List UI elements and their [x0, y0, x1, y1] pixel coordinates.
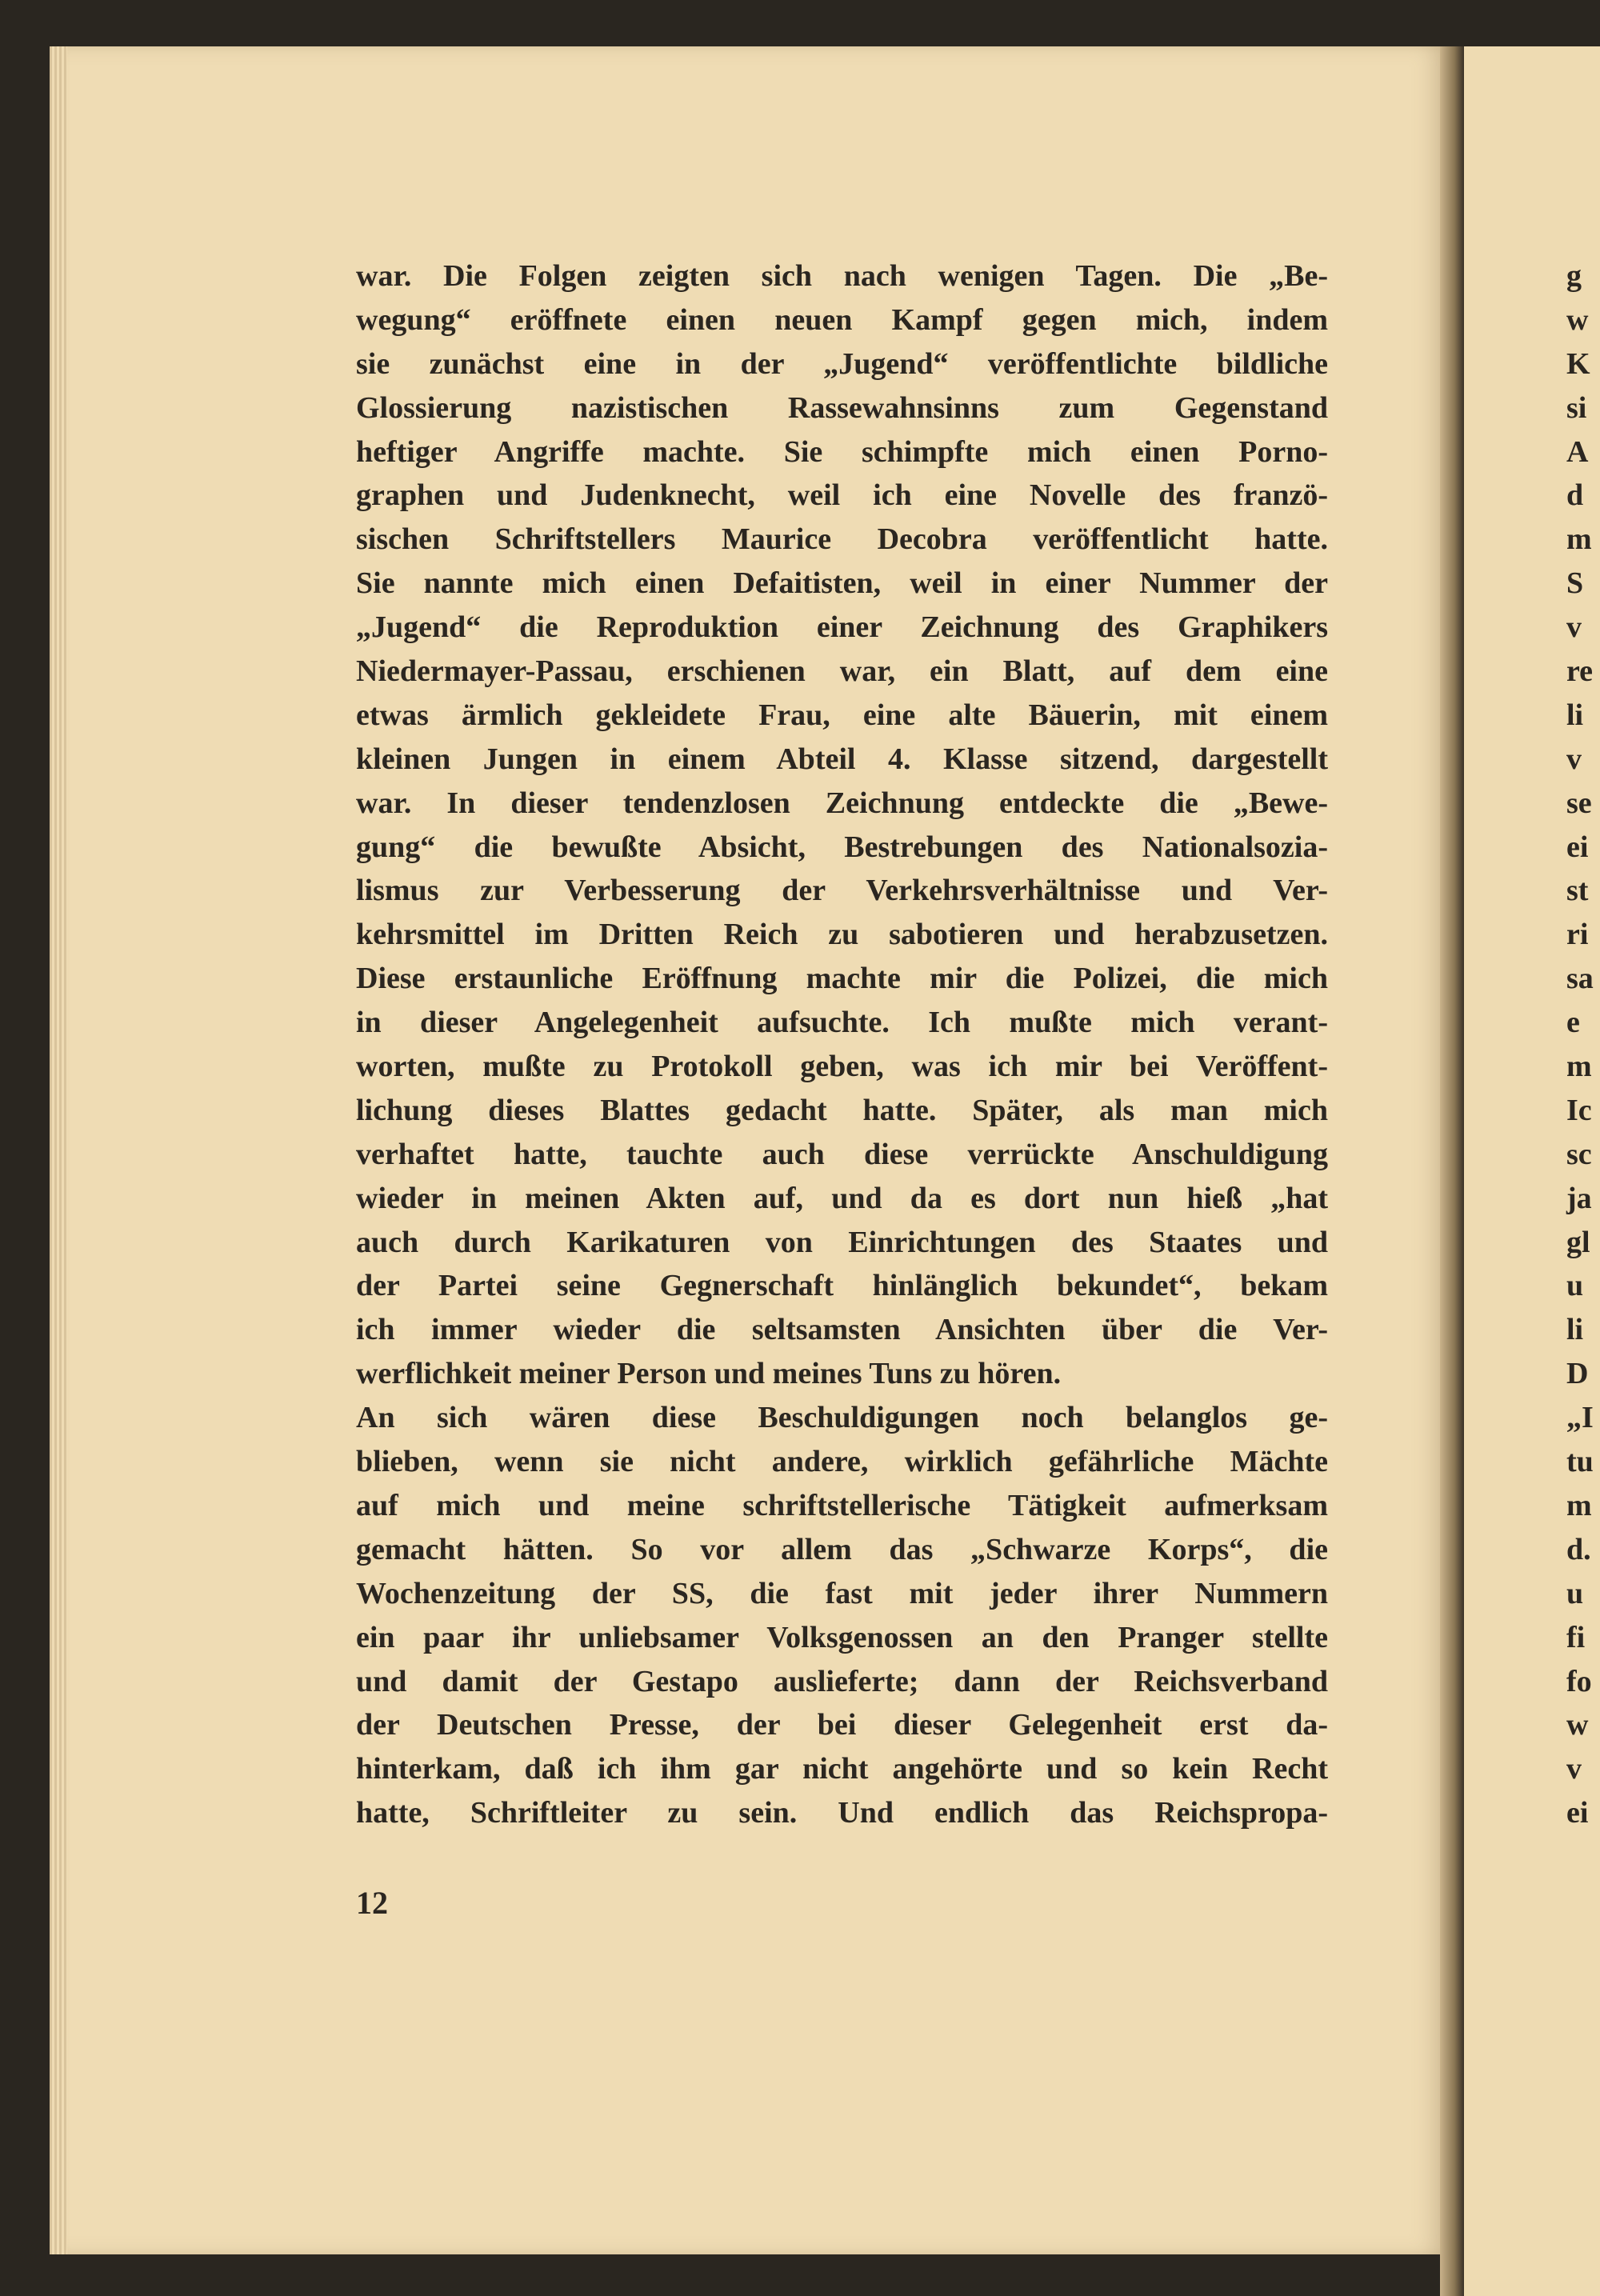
right-page-fragment: A	[1566, 434, 1589, 469]
right-page-fragment: m	[1566, 1050, 1592, 1084]
text-line: An sich wären diese Beschuldigungen noch belanglos ge-	[356, 1401, 1328, 1435]
right-page-fragment: d.	[1566, 1532, 1591, 1566]
text-line: verhaftet hatte, tauchte auch diese verrückte Anschuldigung	[356, 1137, 1328, 1171]
text-line: graphen und Judenknecht, weil ich eine Novelle des franzö-	[356, 478, 1328, 513]
right-page-fragment: ja	[1566, 1181, 1592, 1215]
right-page-text-fragments	[1566, 254, 1594, 1835]
text-line: in dieser Angelegenheit aufsuchte. Ich mußte mich verant-	[356, 1006, 1328, 1040]
text-line: kleinen Jungen in einem Abteil 4. Klasse sitzend, dargestellt	[356, 742, 1328, 776]
text-line: lichung dieses Blattes gedacht hatte. Später, als man mich	[356, 1093, 1328, 1127]
right-page-fragment: re	[1566, 654, 1594, 689]
text-line: Niedermayer-Passau, erschienen war, ein Blatt, auf dem eine	[356, 654, 1328, 689]
right-page-fragment: st	[1566, 874, 1589, 908]
right-page-fragment: u	[1566, 1269, 1584, 1303]
body-text	[356, 254, 1328, 1835]
text-line: hatte, Schriftleiter zu sein. Und endlich das Reichspropa-	[356, 1796, 1328, 1830]
right-page-fragment: ei	[1566, 830, 1589, 864]
right-page-fragment: fi	[1566, 1620, 1586, 1654]
text-line: ein paar ihr unliebsamer Volksgenossen an den Pranger stellte	[356, 1620, 1328, 1654]
right-page-fragment: sc	[1566, 1137, 1592, 1171]
text-line: wieder in meinen Akten auf, und da es dort nun hieß „hat	[356, 1181, 1328, 1215]
right-page-fragment: v	[1566, 610, 1582, 645]
text-line: der Partei seine Gegnerschaft hinlänglich bekundet“, bekam	[356, 1269, 1328, 1303]
text-line: Sie nannte mich einen Defaitisten, weil in einer Nummer der	[356, 566, 1328, 601]
text-line: werflichkeit meiner Person und meines Tuns zu hören.	[356, 1357, 1062, 1391]
text-line: lismus zur Verbesserung der Verkehrsverhältnisse und Ver-	[356, 874, 1328, 908]
right-page-fragment: g	[1566, 259, 1582, 293]
text-line: der Deutschen Presse, der bei dieser Gelegenheit erst da-	[356, 1708, 1328, 1742]
text-line: auch durch Karikaturen von Einrichtungen des Staates und	[356, 1225, 1328, 1259]
text-line: „Jugend“ die Reproduktion einer Zeichnung des Graphikers	[356, 610, 1328, 645]
text-line: war. In dieser tendenzlosen Zeichnung entdeckte die „Bewe-	[356, 786, 1328, 820]
right-page-fragment: li	[1566, 1313, 1584, 1347]
text-line: blieben, wenn sie nicht andere, wirklich gefährliche Mächte	[356, 1445, 1328, 1479]
right-page-fragment: v	[1566, 1752, 1582, 1786]
right-page-fragment: K	[1566, 346, 1590, 381]
right-page-fragment: li	[1566, 698, 1584, 732]
text-line: und damit der Gestapo auslieferte; dann der Reichsverband	[356, 1664, 1328, 1698]
book-spine	[1440, 46, 1464, 2296]
text-line: heftiger Angriffe machte. Sie schimpfte mich einen Porno-	[356, 434, 1328, 469]
right-page-fragment: tu	[1566, 1445, 1594, 1479]
right-page-fragment: m	[1566, 522, 1592, 557]
right-page-fragment: m	[1566, 1488, 1592, 1522]
right-page-fragment: gl	[1566, 1225, 1590, 1259]
text-line: hinterkam, daß ich ihm gar nicht angehörte und so kein Recht	[356, 1752, 1328, 1786]
right-page-fragment: u	[1566, 1576, 1584, 1610]
right-page-fragment: D	[1566, 1357, 1589, 1391]
text-line: sie zunächst eine in der „Jugend“ veröffentlichte bildliche	[356, 346, 1328, 381]
right-page-fragment: sa	[1566, 962, 1594, 996]
text-line: etwas ärmlich gekleidete Frau, eine alte Bäuerin, mit einem	[356, 698, 1328, 732]
right-page-fragment: S	[1566, 566, 1584, 601]
right-page-fragment: ei	[1566, 1796, 1589, 1830]
text-line: war. Die Folgen zeigten sich nach wenigen Tagen. Die „Be-	[356, 259, 1328, 293]
right-page-fragment: w	[1566, 1708, 1589, 1742]
text-line: kehrsmittel im Dritten Reich zu sabotieren und herabzusetzen.	[356, 918, 1328, 952]
right-page-fragment: ri	[1566, 918, 1589, 952]
right-page-fragment: si	[1566, 390, 1587, 425]
page-number: 12	[356, 1885, 388, 1921]
page-edges	[50, 46, 67, 2254]
right-page-fragment: v	[1566, 742, 1582, 776]
text-line: gung“ die bewußte Absicht, Bestrebungen des Nationalsozia-	[356, 830, 1328, 864]
text-line: auf mich und meine schriftstellerische Tätigkeit aufmerksam	[356, 1488, 1328, 1522]
text-line: gemacht hätten. So vor allem das „Schwarze Korps“, die	[356, 1532, 1328, 1566]
text-line: Diese erstaunliche Eröffnung machte mir die Polizei, die mich	[356, 962, 1328, 996]
right-page-fragment: d	[1566, 478, 1584, 513]
right-page-fragment: Ic	[1566, 1093, 1592, 1127]
text-line: Glossierung nazistischen Rassewahnsinns zum Gegenstand	[356, 390, 1328, 425]
right-page-fragment: „I	[1566, 1401, 1594, 1435]
text-line: sischen Schriftstellers Maurice Decobra veröffentlicht hatte.	[356, 522, 1328, 557]
right-page-fragment: w	[1566, 302, 1589, 337]
text-line: ich immer wieder die seltsamsten Ansichten über die Ver-	[356, 1313, 1328, 1347]
right-page-fragment: se	[1566, 786, 1592, 820]
text-line: Wochenzeitung der SS, die fast mit jeder ihrer Nummern	[356, 1576, 1328, 1610]
right-page-fragment: e	[1566, 1006, 1580, 1040]
right-page-fragment: fo	[1566, 1664, 1592, 1698]
text-line: wegung“ eröffnete einen neuen Kampf gegen mich, indem	[356, 302, 1328, 337]
text-line: worten, mußte zu Protokoll geben, was ich mir bei Veröffent-	[356, 1050, 1328, 1084]
